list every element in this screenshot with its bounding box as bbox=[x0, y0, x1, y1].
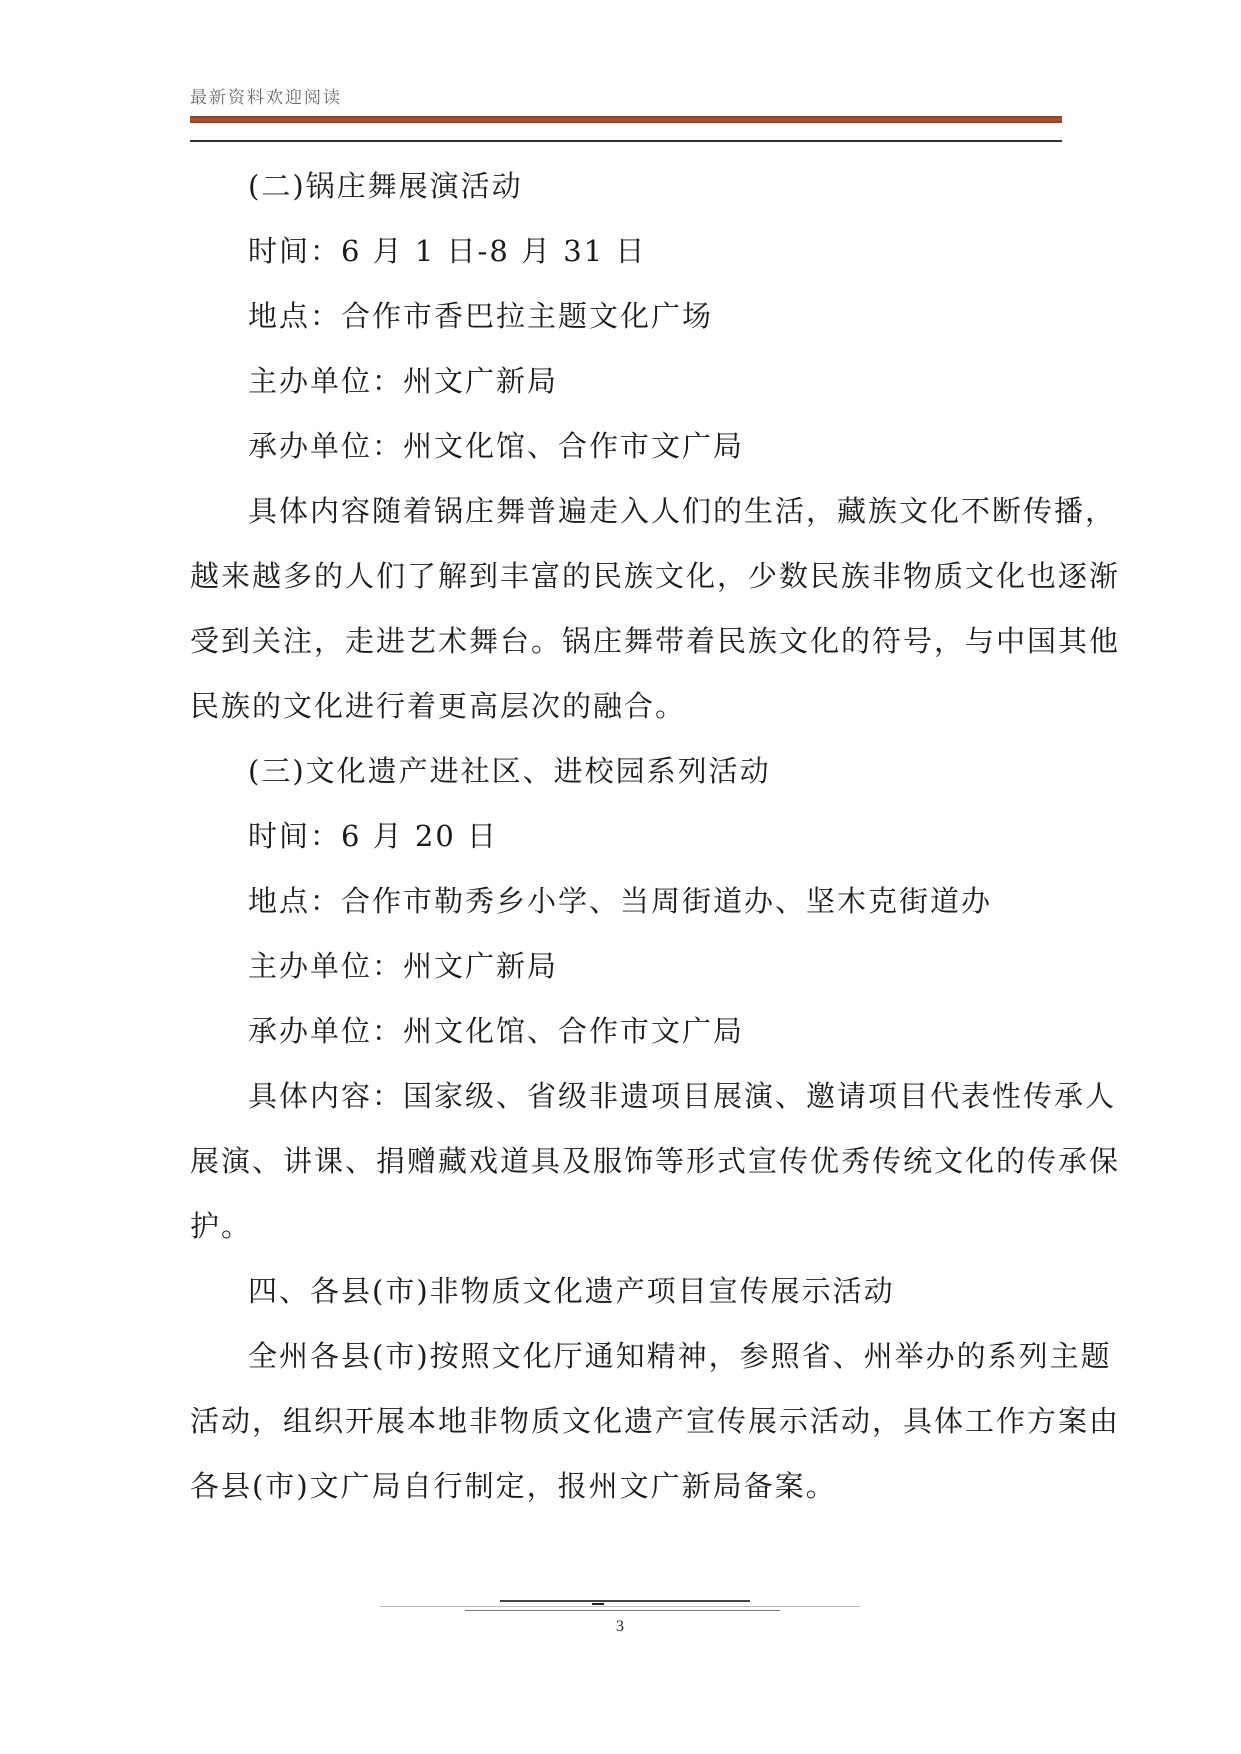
footer-rule bbox=[500, 1600, 750, 1602]
footer-rule bbox=[465, 1610, 780, 1611]
paragraph-line: 越来越多的人们了解到丰富的民族文化，少数民族非物质文化也逐渐 bbox=[190, 559, 1121, 593]
paragraph-line: 主办单位：州文广新局 bbox=[248, 949, 559, 983]
document-body bbox=[190, 154, 1121, 1519]
paragraph-line: 承办单位：州文化馆、合作市文广局 bbox=[248, 429, 745, 463]
page-header bbox=[190, 88, 1062, 142]
paragraph-line: 受到关注，走进艺术舞台。锅庄舞带着民族文化的符号，与中国其他 bbox=[190, 624, 1121, 658]
header-rule bbox=[190, 116, 1062, 123]
paragraph-line: 全州各县(市)按照文化厅通知精神，参照省、州举办的系列主题 bbox=[248, 1339, 1112, 1373]
paragraph-line: 地点：合作市香巴拉主题文化广场 bbox=[248, 299, 714, 333]
header-divider bbox=[190, 140, 1062, 142]
paragraph-line: 地点：合作市勒秀乡小学、当周街道办、坚木克街道办 bbox=[248, 884, 993, 918]
paragraph-line: 时间：6 月 1 日-8 月 31 日 bbox=[248, 234, 647, 268]
section-heading: (二)锅庄舞展演活动 bbox=[248, 169, 523, 203]
section-heading: 四、各县(市)非物质文化遗产项目宣传展示活动 bbox=[248, 1274, 895, 1308]
paragraph-line: 护。 bbox=[190, 1209, 253, 1243]
page-number: 3 bbox=[616, 1618, 624, 1635]
footer-rule-accent bbox=[592, 1603, 604, 1605]
footer-rule bbox=[380, 1606, 860, 1607]
paragraph-line: 民族的文化进行着更高层次的融合。 bbox=[190, 689, 687, 723]
paragraph-line: 时间：6 月 20 日 bbox=[248, 819, 499, 853]
paragraph-line: 具体内容：国家级、省级非遗项目展演、邀请项目代表性传承人 bbox=[248, 1079, 1117, 1113]
paragraph-line: 主办单位：州文广新局 bbox=[248, 364, 559, 398]
paragraph-line: 具体内容随着锅庄舞普遍走入人们的生活，藏族文化不断传播， bbox=[248, 494, 1117, 528]
header-text: 最新资料欢迎阅读 bbox=[190, 88, 342, 108]
paragraph-line: 各县(市)文广局自行制定，报州文广新局备案。 bbox=[190, 1469, 837, 1503]
paragraph-line: 展演、讲课、捐赠藏戏道具及服饰等形式宣传优秀传统文化的传承保 bbox=[190, 1144, 1121, 1178]
paragraph-line: 活动，组织开展本地非物质文化遗产宣传展示活动，具体工作方案由 bbox=[190, 1404, 1121, 1438]
section-heading: (三)文化遗产进社区、进校园系列活动 bbox=[248, 754, 771, 788]
paragraph-line: 承办单位：州文化馆、合作市文广局 bbox=[248, 1014, 745, 1048]
